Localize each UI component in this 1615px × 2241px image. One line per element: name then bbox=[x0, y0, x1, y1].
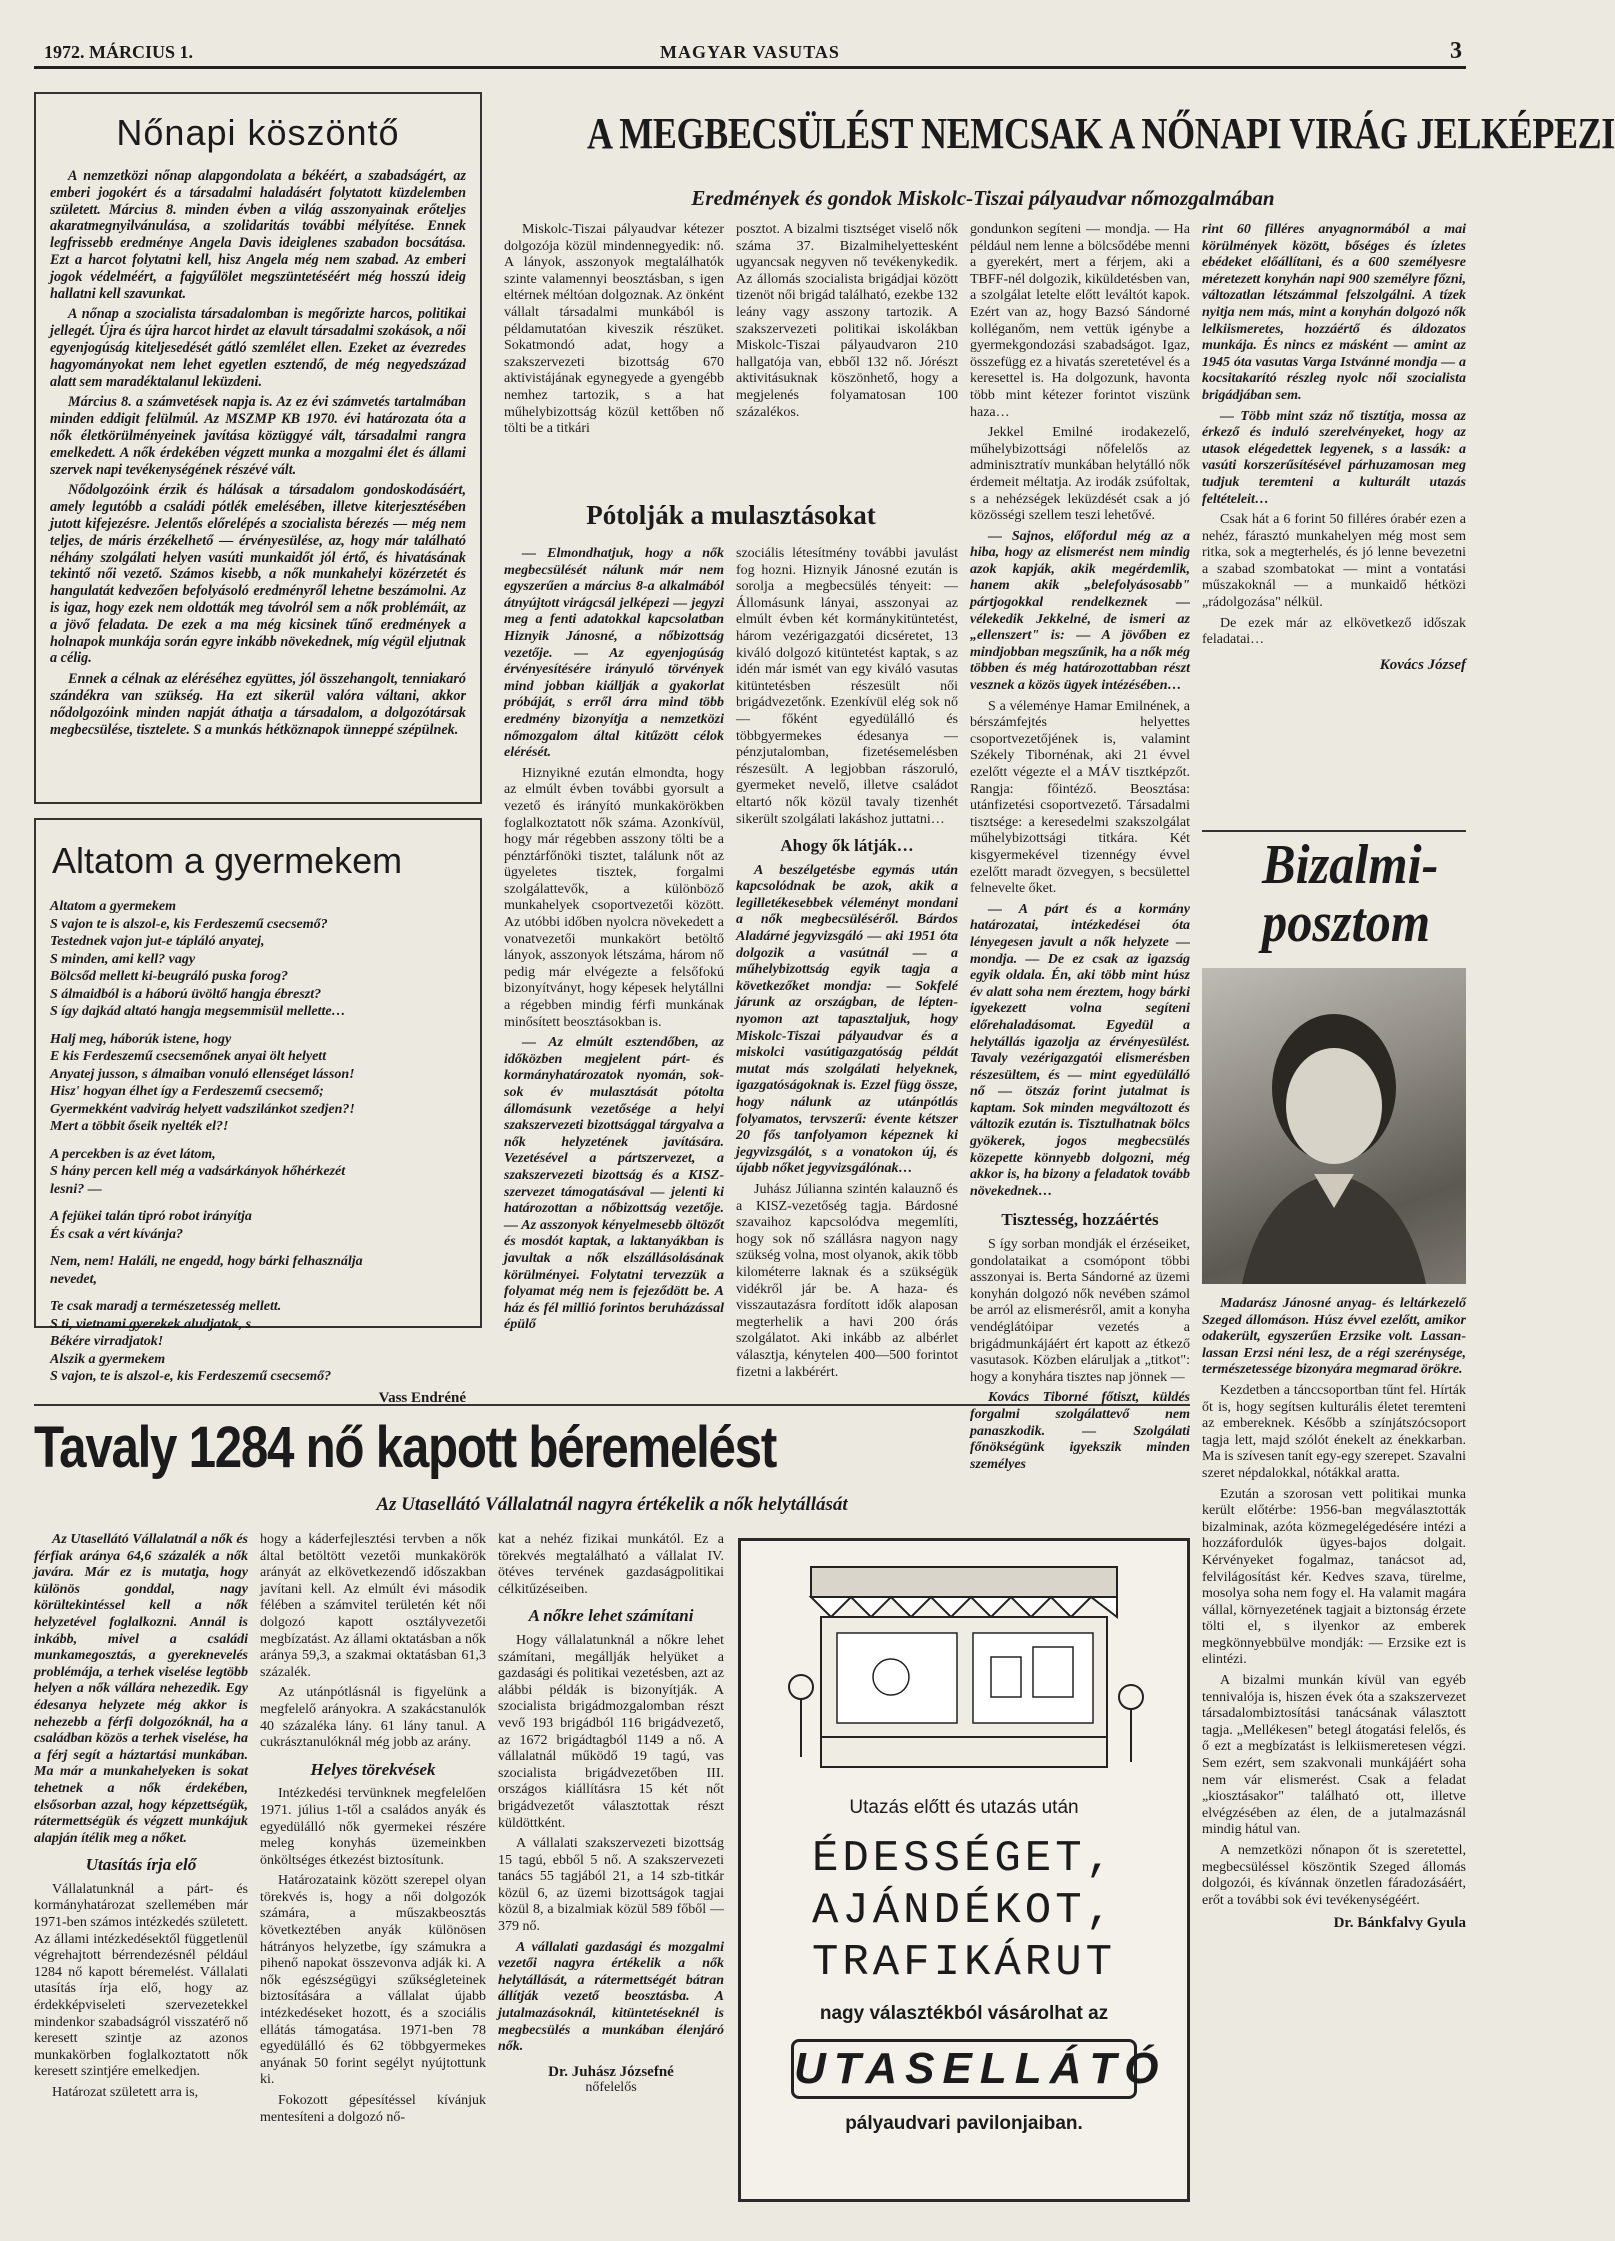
lead-paragraph: gondunkon segíteni — mondja. — Ha például nem lenne a bölcsődébe menni a gyerekért, mert a férjem, aki a TBFF-nél dolgozik, kiküldetésben van, a szolgálat letelte előtt leváltót kapok. Ezért van az, hogy Bazsó Sándorné kolléganőm, nem vettük igénybe a gyermekgondozási szabadságot. Igaz, összefügg ez a hivatás szeretetével és a keresettel is. Ha dolgozunk, havonta több mint kétezer forintot viszünk haza… bbox=[970, 222, 1190, 420]
lead-paragraph: Juhász Júlianna szintén kalauznő és a KISZ-vezetőség tagja. Bárdosné szavaihoz kapcsolódva megemlíti, hogy sok nő szállásra nagyon nagy szükség volna, most olyanok, akik több kilométerre laknak és a szükségük vidékről jár be. A haza- és visszautazásra fordított idők alaposan megterhelik a havi 200 órás szolgálatot. Aki inkább az albérlet választja, kénytelen 400—500 forintot fizetni a lakbérért. bbox=[736, 1181, 958, 1380]
premium-paragraph: Határozat született arra is, bbox=[52, 2085, 199, 2100]
greeting-paragraph: Nődolgozóink érzik és hálásak a társadalom gondoskodásáért, amely legutóbb a családi pótlék emelésében, illetve kiterjesztésében jutott kifejezésre. Jelentős előrelépés a szocialista bérezés — még nem teljes, de máris érzékelhető — érvényesülése, az, hogy már található néhány szolgálati helyen vasúti munkaidőt jól értő, és hivatásának tekintő női vezető. Számos kisebb, a nők munkahelyi közérzetét és hangulatát kedvezően befolyásoló eredményről lehetne beszámolni. Az is igaz, hogy ezek nem oldották meg távolról sem a nők problémáit, az a jövő feladata. De ezek a ma még kicsinek tűnő eredmények a holnapok munkája során egyre inkább növekednek, míg végül eljutnak a célig. bbox=[50, 482, 466, 667]
lead-paragraph: De ezek már az elkövetkező időszak feladatai… bbox=[1202, 615, 1466, 648]
portrait-illustration bbox=[1202, 968, 1466, 1284]
section-heading-ahogy: Ahogy ők látják… bbox=[780, 836, 914, 856]
section-divider bbox=[34, 1404, 1190, 1406]
lead-paragraph: Kovács Tiborné főtiszt, küldés forgalmi szolgálattevő nem panaszkodik. — Szolgálati főnökségünk igyekszik minden személyes bbox=[970, 1390, 1190, 1472]
lead-paragraph: Hiznyikné ezután elmondta, hogy az elmúlt évben további gyorsult a vezető és irányító munkakörökben foglalkoztatott nők száma. Azonkívül, hogy már régebben asszony tölti be a pénztárfőnöki tisztet, találunk nőt az ügyeletes tisztek, forgalmi szolgálattevők, a különböző munkahelyek csoportvezetői között. Az utóbbi időben nyolcra növekedett a vonatvezetői munkakört betöltő lányok, asszonyok létszáma, három nő pedig már elvégezte a felsőfokú bizonyítványt, hogy képesek helytállni a régebben mindig férfi munkának minősített beosztásokban is. bbox=[504, 765, 724, 1030]
page-number: 3 bbox=[1450, 38, 1462, 64]
poem-stanza: A percekben is az évet látom, S hány percen kell még a vadsárkányok hőhérkezét lesni? — bbox=[50, 1146, 346, 1197]
poem-title: Altatom a gyermekem bbox=[52, 840, 403, 881]
bizalmi-column bbox=[1202, 1296, 1466, 1932]
lead-headline: A MEGBECSÜLÉST NEMCSAK A NŐNAPI VIRÁG JELKÉPEZI bbox=[586, 109, 1615, 158]
lead-headline-wrap bbox=[500, 108, 1615, 159]
bizalmi-paragraph: A bizalmi munkán kívül van egyéb tennivalója is, hiszen évek óta a szakszervezet társadalombiztosítási tanácsának választott tagja. „Mellékesen" betegl átogatási felelős, és ő ezt a megbízatást is lelkiismeretesen végzi. Sem ezért, sem szakvonali munkájáért soha nem vár elismerést. Csak a feladat „kiosztásakor" található ott, illetve elvégzésében az élen, de a jutalmazásnál mindig hátul van. bbox=[1202, 1673, 1466, 1838]
ad-line-1: Utazás előtt és utazás után bbox=[849, 1797, 1079, 1818]
poem-signature: Vass Endréné bbox=[378, 1389, 466, 1406]
premium-paragraph: Intézkedési tervünknek megfelelően 1971. július 1-től a családos anyák és egyedülálló nők gyermekei részére meleg konyhás üzemeinkben önköltséges étkezést biztosítunk. bbox=[260, 1786, 486, 1868]
section-heading-tisztesseg: Tisztesség, hozzáértés bbox=[1001, 1210, 1159, 1230]
premium-paragraph: Vállalatunknál a párt- és kormányhatározat szellemében már 1971-ben számos intézkedés született. Az állami intézkedésektől függetlenül végrehajtott bérrendezésnél például 1284 nő kapott béremelést. Vállalati utasítás írja elő, hogy az érdekképviseleti szervezetekkel mindenkor szabadságról visszatérő nő keresett szintje az azonos munkakörben foglalkoztatott nők keresett szintjére emelkedjen. bbox=[34, 1881, 248, 2080]
premium-signature-role: nőfelelős bbox=[585, 2080, 637, 2096]
premium-headline: Tavaly 1284 nő kapott béremelést bbox=[34, 1415, 776, 1480]
premium-subtitle: Az Utasellátó Vállalatnál nagyra értékelik a nők helytállását bbox=[376, 1494, 848, 1515]
section-divider bbox=[1202, 830, 1466, 832]
greeting-paragraph: Ennek a célnak az eléréséhez együttes, jól összehangolt, tenniakaró szándékra van szükség. Ha ezt sikerül valóra váltani, akkor nődolgozóink minden napját áthatja a társadalom, a dolgozótársak megbecsülése, tisztelete. S a munkás hétköznapok ünneppé szépülnek. bbox=[50, 671, 466, 738]
lead-paragraph: S így sorban mondják el érzéseiket, gondolataikat a csomópont többi asszonyai is. Berta Sándorné az üzemi konyhán dolgozó nők nevében számol be arról az elismerésről, amit a konyha vendéglátóipar vezetés a brigádmunkájáért ért kapott az étkező vasutasok. Közben eláruljak a „titkot": hogy a konyhára tisztes nap jönnek — bbox=[970, 1237, 1190, 1385]
lead-column-1 bbox=[504, 222, 724, 442]
page-header bbox=[34, 38, 1466, 69]
ad-big-line-1: ÉDESSÉGET, bbox=[811, 1834, 1117, 1884]
poem-box bbox=[34, 818, 482, 1406]
premium-column-2 bbox=[260, 1532, 486, 2202]
bizalmi-paragraph: Kezdetben a tánccsoportban tűnt fel. Hírták őt is, hogy segítsen kulturális életet teremteni az embereknek. Később a színjátszócsoport tagja lett, majd szólót énekelt az énekkarban. Ma is szívesen tanít egy-egy szerepet. Szavalni szeret népdalokkal, nótákkal aratta. bbox=[1202, 1382, 1466, 1481]
premium-column-3 bbox=[498, 1532, 724, 2202]
lead-column-2 bbox=[736, 222, 958, 425]
premium-signature: Dr. Juhász Józsefné bbox=[548, 2063, 674, 2080]
premium-paragraph: Fokozott gépesítéssel kívánjuk mentesíteni a dolgozó nő- bbox=[260, 2093, 486, 2125]
bizalmi-caption: Madarász Jánosné anyag- és leltárkezelő Szeged állomáson. Húsz évvel ezelőtt, amikor odakerült, egyszerűen Erzsike volt. Lassan-lassan Erzsi néni lesz, de a régi szerénysége, természetessége bizonyára megmarad örökre. bbox=[1202, 1296, 1466, 1378]
premium-paragraph: Az Utasellátó Vállalatnál a nők és férfiak aránya 64,6 százalék a nők javára. Már ez is mutatja, hogy különös gonddal, nagy körültekintéssel kell a nők helyzetével foglalkozni. Annál is inkább, mivel a családi munkamegosztás, a gyereknevelés problémája, a terhek viselése legtöbb helyen a nők vállára nehezedik. Egy édesanya helyzete még akkor is nehezebb a férfi dolgozóknál, ha a családban közös a terhek viselése, ha a férj segít a háztartási munkában. Ma már a munkahelyeken is sokat tehetnek a nők érdekében, elsősorban azzal, hogy képzettségük, rátermettségük és végzett munkájuk alapján ítélik meg a nőket. bbox=[34, 1532, 248, 1846]
greeting-title: Nőnapi köszöntő bbox=[116, 112, 400, 153]
portrait-photo bbox=[1202, 968, 1466, 1284]
newspaper-name: MAGYAR VASUTAS bbox=[660, 42, 840, 62]
section-heading-potoljak: Pótolják a mulasztásokat bbox=[586, 500, 876, 530]
lead-signature: Kovács József bbox=[1379, 656, 1466, 673]
greeting-paragraph: A nemzetközi nőnap alapgondolata a békéért, a szabadságért, az emberi jogokért és a társadalmi haladásért folytatott küzdelemben született. Március 8. minden évben a világ asszonyainak erőteljes akaratmegnyilvánulása, a szolidaritás további mélyítése. Ennek legfrissebb eredménye Angela Davis ideiglenes szabadon bocsátása. Ezt a harcot folytatni kell, hisz Angela még nem szabad. Az emberi jogok védelméért, a fajgyűlölet megszüntetéséért még hosszú ideig hallatni kell szavunkat. bbox=[50, 168, 466, 302]
ad-big-line-2: AJÁNDÉKOT, bbox=[811, 1886, 1117, 1936]
lead-paragraph: S a véleménye Hamar Emilnének, a bérszámfejtés helyettes csoportvezetőjének is, valamint Székely Tibornénak, aki 21 évvel ezelőtt végezte el a MÁV tisztképzőt. Rangja: főintéző. Beosztása: utánfizetési csoportvezető. Társadalmi tisztsége: a keresedelmi szakszolgálat műhelybizottsági titkára. Két kisgyermekével tizennégy évvel ezelőtt maradt özvegyen, s becsülettel felnevelte őket. bbox=[970, 698, 1190, 897]
section-heading-helyes: Helyes törekvések bbox=[310, 1759, 436, 1779]
greeting-paragraph: Március 8. a számvetések napja is. Az ez évi számvetés tartalmában minden eddigit felülmúl. Az MSZMP KB 1970. évi határozata óta a nők életkörülményeinek javítása közüggyé vált, társadalmi rangra emelkedett. A nők érdekében végzett munka a mozgalmi élet és állami szervek napi tevékenységének részévé vált. bbox=[50, 394, 466, 478]
lead-paragraph: Csak hát a 6 forint 50 filléres órabér ezen a nehéz, fárasztó munkahelyen még most sem ritka, sok a megterhelés, és jó lenne bevezetni a szabad szombatokat — mint a vontatási műszakoknál — a munkaidő hétközi „rádolgozása" nélkül. bbox=[1202, 512, 1466, 611]
greeting-box bbox=[34, 92, 482, 804]
poem-stanza: Nem, nem! Haláli, ne engedd, hogy bárki felhasználja nevedet, bbox=[50, 1254, 363, 1287]
utasellato-ad bbox=[738, 1538, 1190, 2202]
bizalmi-title: Bizalmi-posztom bbox=[1262, 834, 1439, 954]
poem-body bbox=[50, 898, 466, 1386]
lead-paragraph: szociális létesítmény további javulást fog hozni. Hiznyik Jánosné ezután is sorolja a megbecsülés tényeit: — Állomásunk lányai, asszonyai az elmúlt évben két kormánykitüntetést, három vezérigazgatói dicséretet, 13 kiváló dolgozó kitüntetést kaptak, s az idén már ismét van egy kiváló vasutas kitüntetésben részesült női brigádvezetőnk. Ezenkívül elég sok nő — főként egyedülálló és többgyermekes édesanya — pénzjutalomban, fizetésemelésben részesült. A legjobban rászoruló, gyermeket nevelő, illetve családot eltartó nők közül tavaly tizenhét sikerült szolgálati lakáshoz juttatni… bbox=[736, 546, 958, 827]
lead-paragraph: — Elmondhatjuk, hogy a nők megbecsülését nálunk már nem egyszerűen a március 8-a alkalmából átnyújtott virágcsál jelképezi — jegyzi meg a fenti adatokkal kapcsolatban Hiznyik Jánosné, a nőbizottság vezetője. — Az egyenjogúság érvényesítésére irányuló törvények mind jobban kiállják a gyakorlat próbáját, s erről árra mind több eredmény bizonyítja a nemzetközi nőmozgalom által kitűzött célok elérését. bbox=[504, 546, 724, 761]
lead-paragraph: — Sajnos, előfordul még az a hiba, hogy az elismerést nem mindig azok kapják, akik megérdemlik, hanem akik „belefolyásosabb" pártjogokkal rendelkeznek — vélekedik Jekkelné, de ismeri az „ellenszert" is: — A jövőben ez mindjobban megszűnik, ha a nők még többen és még határozottabban részt vesznek a közös ügyek intézésében… bbox=[970, 528, 1190, 694]
lead-paragraph: rint 60 filléres anyagnormából a mai körülmények között, bőséges és ízletes ebédeket előállítani, és a 600 személyesre méretezett konyhán napi 900 személyre főzni, változatlan létszámmal felszolgálni. A tízek nyitja nem más, mint a konyhán dolgozó nők lelkiismeretes, hozzáértő és áldozatos munkája. És nincs ez másként — amint az 1945 óta vasutas Varga Istvánné mondja — a kocsitakarító részleg nyolc női szocialista brigádjában sem. bbox=[1202, 222, 1466, 403]
ad-big-line-3: TRAFIKÁRUT bbox=[811, 1938, 1117, 1988]
lead-column-2b bbox=[736, 546, 958, 1398]
lead-paragraph: A beszélgetésbe egymás után kapcsolódnak be azok, akik a legilletékesebbek véleményt mondani a nők megbecsüléséről. Bárdos Aladárné jegyvizsgáló — aki 1951 óta dolgozik a vasútnál — a műhelybizottság egyik tagja a következőket mondja: — Sokfelé járunk az országban, de lépten-nyomon azt tapasztaljuk, hogy Miskolc-Tiszai pályaudvar és a miskolci vasútigazgatóság példát mutat más szolgálati helyeknek, igazgatóságoknak is. Ezzel függ össze, hogy nálunk az utánpótlás folyamatos, tervszerű: évente kétszer 20 fős tanfolyamon képeznek ki jegyvizsgálót, s a vonatokon új, és újabb nőket jegyvizsgálónak… bbox=[736, 862, 958, 1177]
section-heading-nokre: A nőkre lehet számítani bbox=[528, 1606, 694, 1626]
lead-paragraph: — Az elmúlt esztendőben, az időközben megjelent párt- és kormányhatározatok nyomán, sok-sok év mulasztását pótolta állomásunk vezetősége a helyi szakszervezeti bizottsággal tárgyalva a nők helyzetének javítására. Vezetésével a pártszervezet, a szakszervezeti bizottság és a KISZ-szervezet támogatásával — jelenti ki határozottan a nőbizottság vezetője. — Az asszonyok kényelmesebb öltözőt és mosdót kaptak, a laktanyákban is javultak a nők elszállásolásának körülményei. Folytatni tervezzük a folyamat még nem is fejeződött be. A ház és fél millió forintos beruházással épülő bbox=[504, 1035, 724, 1333]
premium-paragraph: Az utánpótlásnál is figyelünk a megfelelő arányokra. A szakácstanulók 40 százaléka lány. 61 lány tanul. A cukrásztanulóknál még jobb az arány. bbox=[260, 1685, 486, 1751]
greeting-paragraph: A nőnap a szocialista társadalomban is megőrizte harcos, politikai jellegét. Újra és újra harcot hirdet az elavult társadalmi szokások, a női egyenjogúság kiteljesedését gátló szemlélet ellen. Ezeket az évezredes hagyományokat nem lehet egyetlen esztendő, de még negyedszázad alatt sem maradéktalanul leküzdeni. bbox=[50, 306, 466, 390]
lead-paragraph: Jekkel Emilné irodakezelő, műhelybizottsági nőfelelős az adminisztratív munkában helytálló nők érdemeit méltatja. Az irodák zsúfoltak, s a nehézségek leküzdését csak a jó közösségi szellem teszi lehetővé. bbox=[970, 425, 1190, 524]
bizalmi-signature: Dr. Bánkfalvy Gyula bbox=[1333, 1915, 1466, 1932]
lead-paragraph: posztot. A bizalmi tisztséget viselő nők száma 37. Bizalmihelyettesként ugyancsak negyven nő tevékenykedik. Az állomás szocialista brigádjai között tizenöt női brigád található, ezekbe 132 leány vagy asszony tartozik. A szakszervezeti politikai iskolákban Miskolc-Tiszai pályaudvaron 210 hallgatója van, ebből 132 nő. Jórészt aktivitásuknak köszönhető, hogy a megjelenés folyamatosan 100 százalékos. bbox=[736, 222, 958, 420]
premium-paragraph: kat a nehéz fizikai munkától. Ez a törekvés megtalálható a vállalat IV. ötéves tervének gazdaságpolitikai célkitűzéseiben. bbox=[498, 1532, 724, 1597]
premium-paragraph: hogy a káderfejlesztési tervben a nők által betöltött vezetői munkakörök arányát az elkövetkezendő időszakban javítani kell. Az elmúlt évi második félében a számvitel területén két női dolgozó kapott osztályvezetői megbízatást. Az állami oktatásban a nők aránya 59,3, a szakmai oktatásban 61,3 százalék. bbox=[260, 1532, 486, 1680]
bizalmi-paragraph: Ezután a szorosan vett politikai munka került előtérbe: 1956-ban megválasztották bizalminak, azóta közmegelégedésére intézi a hozzáfordulók ügyes-bajos dolgait. Kérvényeket fogalmaz, tanácsot ad, felvilágosítást kér. Kedves szava, türelme, mosolya soha nem fogy el. Ha valamit magára vállal, környezetének tagjait a biztonság érzete tölti el, s ilyenkor az emberek megkönnyebbülve mondják: — Erzsike ezt is elintézi. bbox=[1202, 1486, 1466, 1668]
poem-stanza: Altatom a gyermekem S vajon te is alszol-e, kis Ferdeszemű csecsemő? Testednek vajon jut-e tápláló anyatej, S minden, ami kell? vagy Bölcsőd mellett ki-beugráló puska forog? S álmaidból is a háború üvöltő hangja ébreszt? S így dajkád altató hangja megsemmisül mellette… bbox=[50, 899, 346, 1019]
lead-paragraph: — A párt és a kormány határozatai, intézkedései óta lényegesen javult a nők helyzete — mondja. — De ez csak az igazság egyik oldala. Én, aki több mint húsz év alatt soha nem éreztem, hogy bárki igyekezett volna segíteni előrehaladásomat. Egyedül a helytállás igazolja az érvényesülést. Tavaly vezérigazgatói elismerésben részesültem, és — mint egyedülálló nő — ötszáz forint jutalmat is kaptam. Sok minden megváltozott és változik ezután is. Tisztulhatnak bölcs gyökerek, jogos megbecsülés közepette könnyebb dolgozni, még akkor is, ha bizony a feladatok tovább növekednek… bbox=[970, 901, 1190, 1199]
premium-paragraph: Hogy vállalatunknál a nőkre lehet számítani, megállják helyüket a gazdasági és politikai vezetésben, azt az alábbi példák is bizonyítják. A szocialista brigádmozgalomban részt vevő 193 brigádból 116 brigádvezető, az 1672 brigádtagból 1149 a nő. A vállalatnál működő 19 tagú, vas szocialista brigádvezetőben III. országos kiállításra 15 két nőt brigádvezetőt választottak részt küldöttként. bbox=[498, 1632, 724, 1831]
lead-column-1b bbox=[504, 546, 724, 1398]
lead-paragraph: — Több mint száz nő tisztítja, mossa az érkező és induló szerelvényeket, hogy az utasok elégedettek legyenek, s a lassák: a vasúti korszerűsítésével párhuzamosan meg tudjuk teremteni a kulturált utazás feltételeit… bbox=[1202, 408, 1466, 507]
greeting-body bbox=[50, 168, 466, 738]
pavilion-illustration bbox=[741, 1547, 1187, 1785]
lead-subtitle: Eredmények és gondok Miskolc-Tiszai pályaudvar nőmozgalmában bbox=[691, 186, 1275, 210]
lead-column-3 bbox=[970, 222, 1190, 1472]
poem-stanza: Te csak maradj a természetesség mellett. S ti, vietnami gyerekek aludjatok, s Békére virradjatok! Alszik a gyermekem S vajon, te is alszol-e, kis Ferdeszemű csecsemő? bbox=[50, 1299, 332, 1384]
premium-paragraph: Határozataink között szerepel olyan törekvés is, hogy a női dolgozók számára, a műszakbeosztás következtében anyák különösen hátrányos helyzetbe, így számukra a pihenő napokat összevonva adják ki. A nők egészségügyi szűkségleteinek biztosítására a vállalat újabb intézkedéseket hozott, és a szociális ellátás támogatása. 1971-ben 78 egyedülálló és 62 többgyermekes anyának 50 forint segélyt nyújtottunk ki. bbox=[260, 1873, 486, 2088]
section-heading-utasitas: Utasítás írja elő bbox=[85, 1855, 197, 1875]
premium-paragraph: A vállalati szakszervezeti bizottság 15 tagú, ebből 5 nő. A szakszervezeti tanács 55 tagjából 21, a 14 szb-titkár közül 6, az üzemi bizottságok tagjai közül 8, a bizalmiak közül 589 főből — 379 nő. bbox=[498, 1836, 724, 1935]
lead-column-4 bbox=[1202, 222, 1466, 673]
poem-stanza: A fejükei talán tipró robot irányítja És csak a vért kívánja? bbox=[50, 1209, 252, 1242]
lead-paragraph: Miskolc-Tiszai pályaudvar kétezer dolgozója közül mindennegyedik: nő. A lányok, asszonyok megtalálhatók szinte valamennyi beosztásban, s igen eltérnek méltóan dolgoznak. Az önként vállalt társadalmi munkából is példamutatóan kiveszik részüket. Sokatmondó adat, hogy a szakszervezeti bizottság 670 aktivistájának egynegyede a gyengébb nemhez tartozik, s a hat műhelybizottság közül kettőben nő tölti be a titkári bbox=[504, 222, 724, 437]
premium-paragraph: A vállalati gazdasági és mozgalmi vezetői nagyra értékelik a nők helytállását, a rátermettségét bátran állítják vezető beosztásba. A jutalmazásoknál, kitüntetéseknél is megbecsülés a munkában élenjáró nők. bbox=[498, 1939, 724, 2055]
ad-brand-logo: UTASELLÁTÓ bbox=[791, 2039, 1137, 2099]
ad-line-3: pályaudvari pavilonjaiban. bbox=[845, 2113, 1083, 2134]
issue-date: 1972. MÁRCIUS 1. bbox=[44, 42, 194, 62]
ad-line-2: nagy választékból vásárolhat az bbox=[819, 2003, 1109, 2024]
bizalmi-paragraph: A nemzetközi nőnapon őt is szeretettel, megbecsüléssel köszöntik Szeged állomás dolgozói, és kívánnak önzetlen fáradozásáért, erőt a további sok évi tevékenységéért. bbox=[1202, 1843, 1466, 1908]
poem-stanza: Halj meg, háborúk istene, hogy E kis Ferdeszemű csecsemőnek anyai ölt helyett Anyatej jusson, s álmaiban vonuló ellenséget lásson! Hisz' hogyan élhet így a Ferdeszemű csecsemő; Gyermekként vadvirág helyett vadszilánkot szedjen?! Mert a többit őseik nyelték el?! bbox=[50, 1031, 355, 1134]
premium-column-1 bbox=[34, 1532, 248, 2202]
